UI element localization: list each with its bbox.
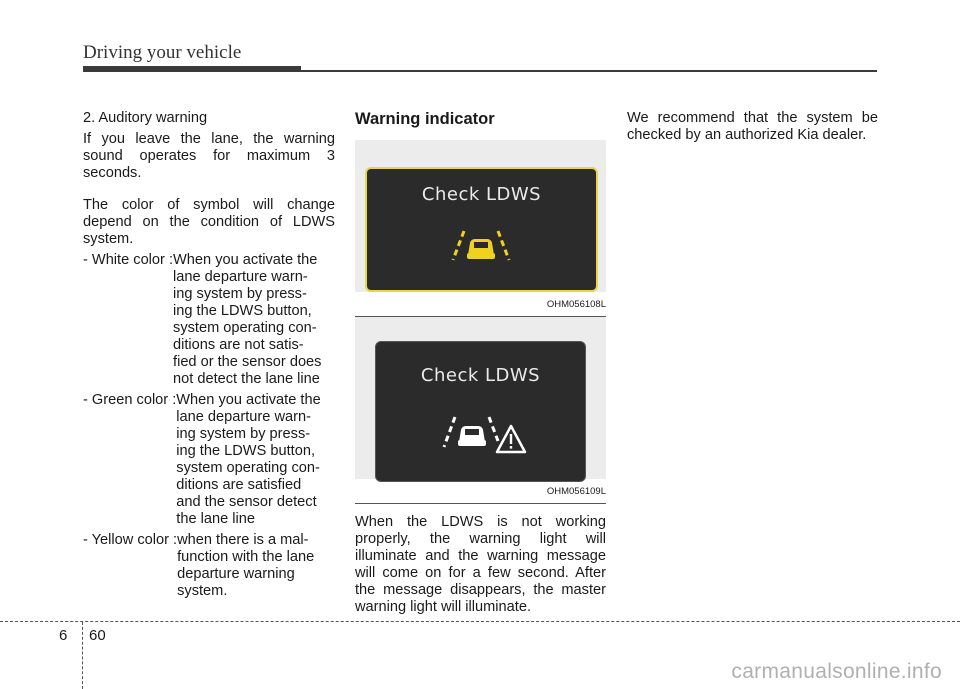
definition-term: - Green color : <box>83 392 177 408</box>
left-column <box>83 110 335 600</box>
figure-check-ldws-malfunction <box>355 317 606 479</box>
definition-description <box>176 392 335 528</box>
footer-divider <box>0 621 960 622</box>
definition-line: when there is a mal- <box>177 532 309 548</box>
definition-description <box>173 252 335 388</box>
definition-description <box>177 532 335 600</box>
definition-line: system. <box>177 583 228 599</box>
page-header-title: Driving your vehicle <box>83 42 242 63</box>
header-rule-thick <box>83 66 301 72</box>
ldws-malfunction-text: When the LDWS is not working properly, the warning light will illuminate and the warning message will come on for a few second. After the message disappears, the master warning light will illuminate. <box>355 514 606 615</box>
header-rule-thin <box>301 70 877 72</box>
auditory-warning-heading: 2. Auditory warning <box>83 110 208 126</box>
screen-message: Check LDWS <box>420 365 541 386</box>
definition-line: lane departure warn- <box>176 409 311 425</box>
definition-line: ing system by press- <box>173 286 307 302</box>
watermark: carmanualsonline.info <box>731 660 942 683</box>
definition-line: ing the LDWS button, <box>176 443 316 459</box>
definition-line: not detect the lane line <box>173 371 320 387</box>
figure-caption: OHM056108L <box>546 299 606 310</box>
section-number: 6 <box>59 627 68 644</box>
yellow-color-item <box>83 532 335 600</box>
definition-line: fied or the sensor does <box>173 354 322 370</box>
lane-departure-warning-icon <box>441 414 527 454</box>
lane-departure-car-icon <box>450 229 512 263</box>
definition-line: and the sensor detect <box>176 494 317 510</box>
definition-line: system operating con- <box>173 320 317 336</box>
middle-column <box>355 110 606 616</box>
definition-line: lane departure warn- <box>173 269 308 285</box>
cluster-display <box>375 341 586 482</box>
cluster-display <box>365 167 598 292</box>
white-color-item <box>83 252 335 388</box>
figure-divider <box>355 503 606 504</box>
right-column <box>627 110 878 144</box>
page-number: 60 <box>89 627 106 644</box>
definition-term: - White color : <box>83 252 174 268</box>
dealer-recommendation-text: We recommend that the system be checked by an authorized Kia dealer. <box>627 110 878 143</box>
definition-line: ditions are not satis- <box>173 337 304 353</box>
auditory-warning-text: If you leave the lane, the warning sound operates for maximum 3 seconds. <box>83 131 335 181</box>
screen-message: Check LDWS <box>421 184 542 205</box>
definition-line: system operating con- <box>176 460 320 476</box>
definition-line: ing system by press- <box>176 426 311 442</box>
definition-line: ditions are satisfied <box>176 477 302 493</box>
definition-term: - Yellow color : <box>83 532 178 548</box>
figure-check-ldws-yellow <box>355 140 606 292</box>
definition-line: When you activate the <box>173 252 318 268</box>
definition-line: ing the LDWS button, <box>173 303 312 319</box>
definition-line: When you activate the <box>176 392 321 408</box>
definition-line: the lane line <box>176 511 255 527</box>
warning-indicator-heading: Warning indicator <box>355 110 495 128</box>
definition-line: function with the lane <box>177 549 315 565</box>
green-color-item <box>83 392 335 528</box>
figure-caption: OHM056109L <box>546 486 606 497</box>
definition-line: departure warning <box>177 566 295 582</box>
symbol-color-text: The color of symbol will change depend on the condition of LDWS system. <box>83 197 335 247</box>
footer-vertical-divider <box>82 622 83 689</box>
